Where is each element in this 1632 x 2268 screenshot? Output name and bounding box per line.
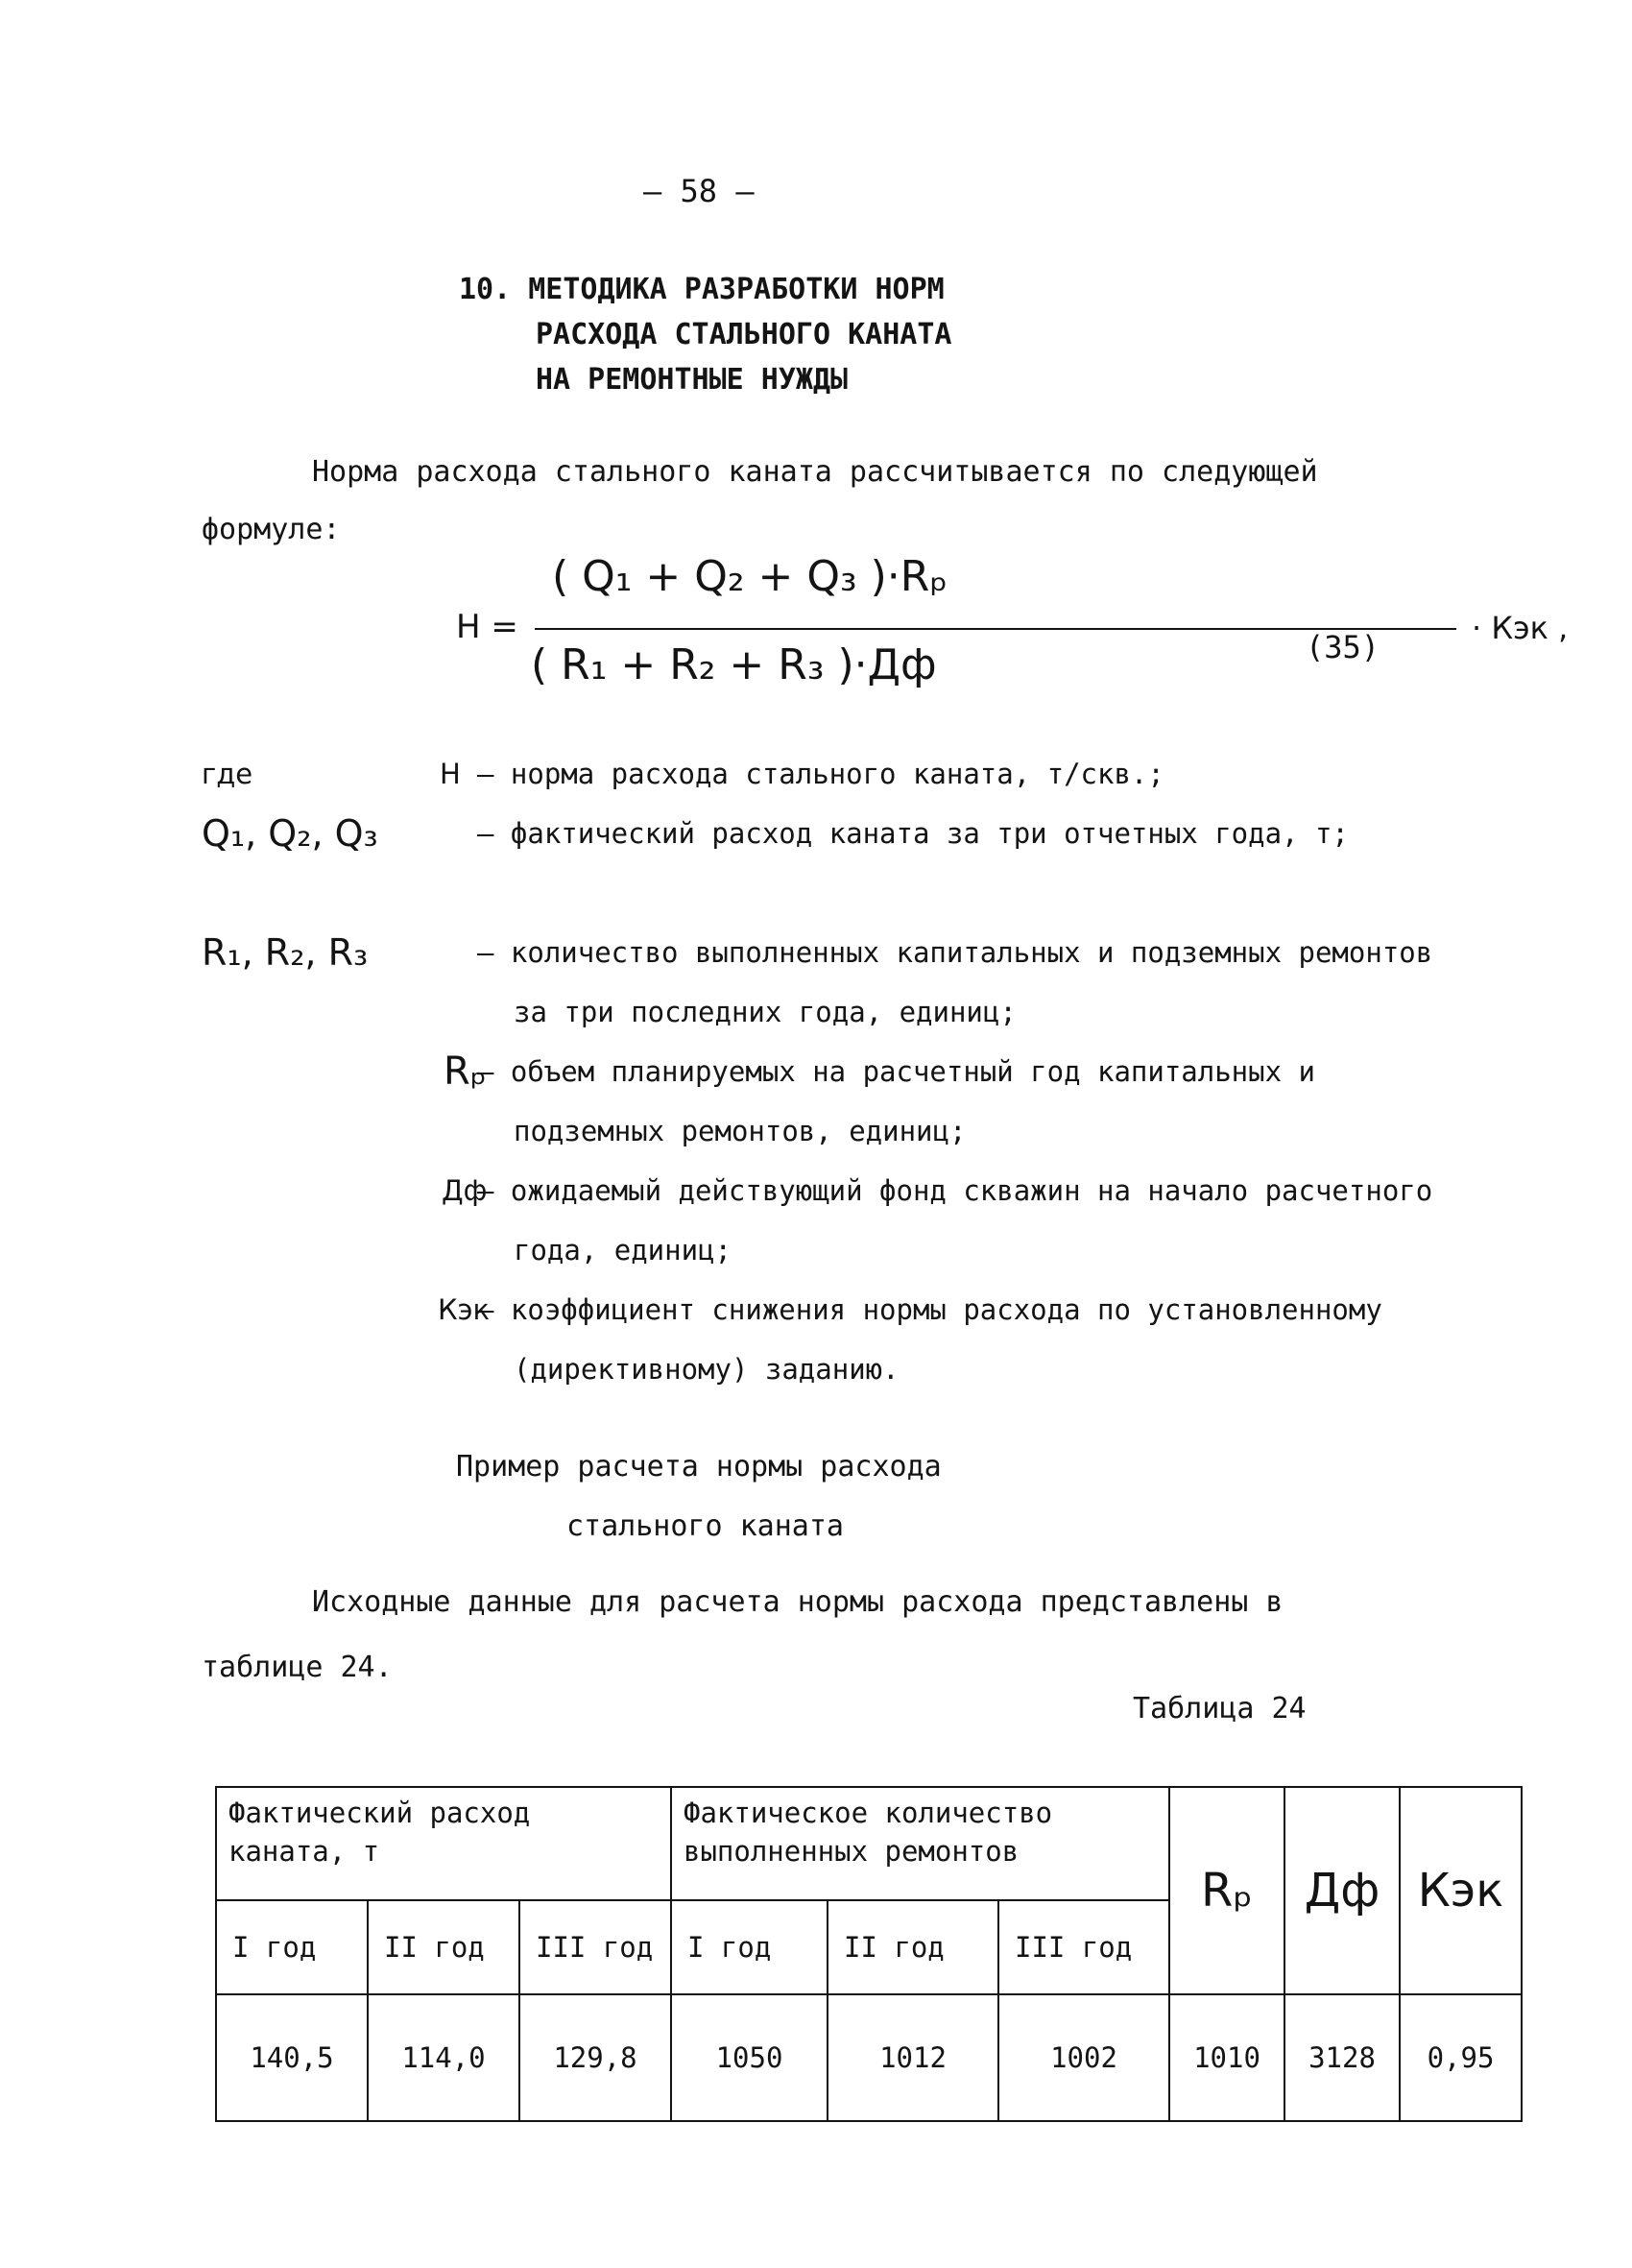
header-df: Дф (1284, 1787, 1400, 1994)
table-cell: 1012 (828, 1994, 998, 2121)
table-cell: 1002 (998, 1994, 1169, 2121)
header-kek: Кэк (1400, 1787, 1522, 1994)
subheader-year: I год (671, 1900, 828, 1994)
header-rope-consumption: Фактический расход каната, т (216, 1787, 671, 1900)
table-cell: 1050 (671, 1994, 828, 2121)
formula-35 (456, 552, 1569, 715)
definition-symbol: Q₁, Q₂, Q₃ (202, 812, 378, 855)
table-cell: 129,8 (519, 1994, 671, 2121)
formula-numerator: ( Q₁ + Q₂ + Q₃ )·Rₚ (552, 552, 948, 601)
heading-line-3: НА РЕМОНТНЫЕ НУЖДЫ (536, 363, 849, 397)
subheader-year: III год (519, 1900, 671, 1994)
definition-text: – объем планируемых на расчетный год капитальных и подземных ремонтов, единиц; (514, 1042, 1474, 1161)
definition-text: – норма расхода стального каната, т/скв.; (514, 744, 1474, 804)
formula-lhs: Н = (456, 608, 518, 646)
page-number: – 58 – (643, 173, 755, 209)
definition-symbol: Rₚ (444, 1050, 487, 1094)
definition-symbol: R₁, R₂, R₃ (202, 931, 369, 974)
source-data-paragraph (202, 1570, 1450, 1701)
intro-line-1: Норма расхода стального каната расcчитывается по следующей (312, 455, 1318, 489)
where-label: где (202, 758, 253, 790)
intro-line-2: формуле: (202, 513, 341, 546)
example-line-2: стального каната (566, 1509, 844, 1543)
example-heading (456, 1437, 942, 1556)
subheader-year: III год (998, 1900, 1169, 1994)
source-line-1: Исходные данные для расчета нормы расхода представлены в (312, 1585, 1284, 1619)
table-row (216, 1994, 1522, 2121)
definition-text: – количество выполненных капитальных и подземных ремонтов за три последних года, единиц; (514, 923, 1474, 1042)
definition-symbol: Н (440, 758, 461, 790)
definition-symbol: Дф (442, 1174, 488, 1207)
table-cell: 3128 (1284, 1994, 1400, 2121)
definition-text: – фактический расход каната за три отчетных года, т; (514, 804, 1474, 863)
formula-number: (35) (1306, 629, 1380, 665)
table-cell: 114,0 (368, 1994, 519, 2121)
subheader-year: I год (216, 1900, 368, 1994)
formula-tail: · Кэк , (1472, 610, 1569, 646)
table-label: Таблица 24 (1133, 1692, 1307, 1725)
formula-denominator: ( R₁ + R₂ + R₃ )·Дф (531, 640, 937, 689)
subheader-year: II год (368, 1900, 519, 1994)
table-24 (215, 1786, 1523, 2122)
example-line-1: Пример расчета нормы расхода (456, 1450, 942, 1484)
section-heading (459, 267, 951, 402)
definition-symbol: Кэк (438, 1293, 491, 1326)
definition-text: – коэффициент снижения нормы расхода по установленному (директивному) заданию. (514, 1280, 1474, 1399)
heading-line-2: РАСХОДА СТАЛЬНОГО КАНАТА (536, 318, 952, 351)
intro-paragraph (202, 444, 1450, 559)
header-rp: Rₚ (1169, 1787, 1284, 1994)
table-header-row (216, 1787, 1522, 1900)
subheader-year: II год (828, 1900, 998, 1994)
table-cell: 1010 (1169, 1994, 1284, 2121)
table-cell: 0,95 (1400, 1994, 1522, 2121)
heading-line-1: 10. МЕТОДИКА РАЗРАБОТКИ НОРМ (459, 273, 945, 306)
definition-text: – ожидаемый действующий фонд скважин на начало расчетного года, единиц; (514, 1161, 1474, 1280)
source-line-2: таблице 24. (202, 1651, 393, 1684)
header-repairs-count: Фактическое количество выполненных ремонтов (671, 1787, 1169, 1900)
table-cell: 140,5 (216, 1994, 368, 2121)
